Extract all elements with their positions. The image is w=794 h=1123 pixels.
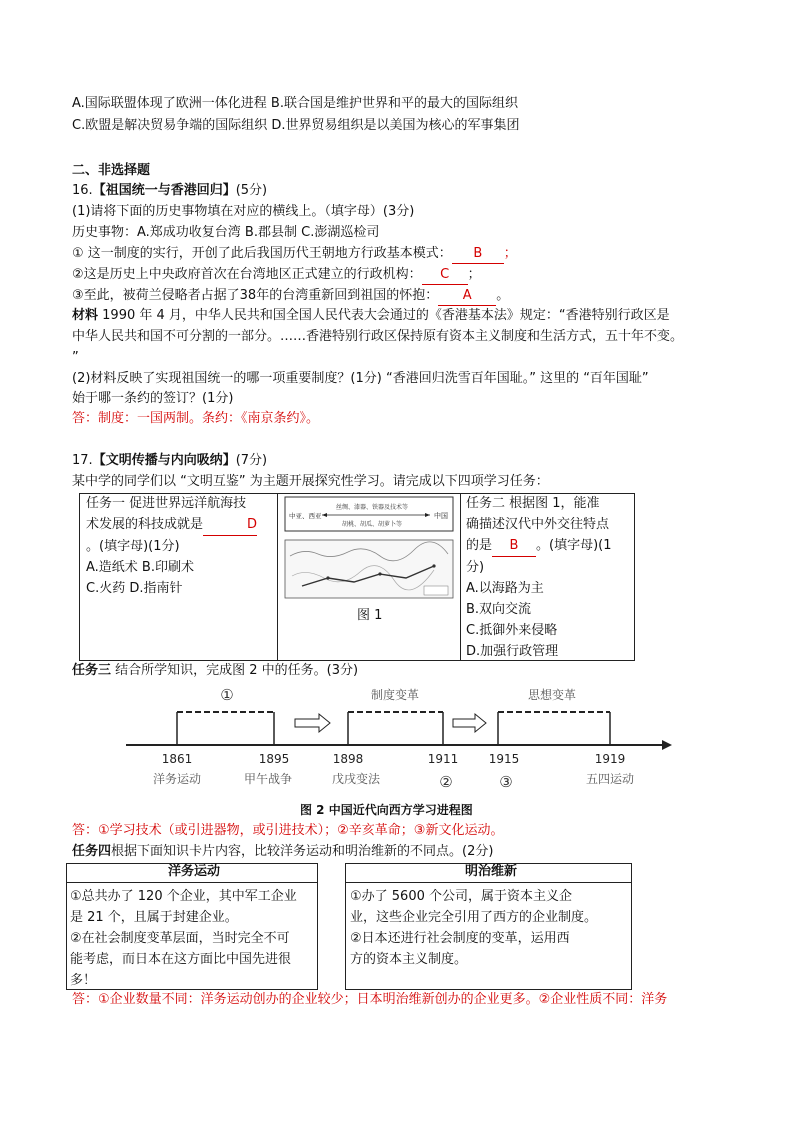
timeline-period2: 制度变革 xyxy=(370,688,420,702)
task1-answer: D xyxy=(203,514,257,536)
figure1-caption: 图 1 xyxy=(357,608,383,623)
q15-option-line2: C.欧盟是解决贸易争端的国际组织 D.世界贸易组织是以美国为核心的军事集团 xyxy=(72,118,520,133)
task4-heading xyxy=(72,843,493,861)
year-1861: 1861 xyxy=(161,752,193,766)
figure1-top-goods: 丝绸、漆器、铁器及技术等 xyxy=(336,504,409,511)
task1-line2-text: 术发展的科技成就是 xyxy=(86,517,204,532)
card-meiji-line4: 方的资本主义制度。 xyxy=(350,952,468,967)
year-1915: 1915 xyxy=(488,752,520,766)
section-title: 二、非选择题 xyxy=(72,163,151,178)
q16-material-line2: 中华人民共和国不可分割的一部分。……香港特别行政区保持原有资本主义制度和生活方式，五十年不变。 xyxy=(72,329,684,344)
q16-item2-text: ②这是历史上中央政府首次在台湾地区正式建立的行政机构： xyxy=(72,267,422,282)
q16-part2-line1: (2)材料反映了实现祖国统一的哪一项重要制度？(1分) “香港回归洗雪百年国耻。” 这里的 “百年国耻” xyxy=(72,371,649,386)
q16-part2-line2: 始于哪一条约的签订？(1分) xyxy=(72,391,234,406)
task1-cell xyxy=(86,493,257,599)
q16-material-line1 xyxy=(72,307,670,325)
card-meiji-title: 明治维新 xyxy=(465,864,518,879)
timeline-period3: 思想变革 xyxy=(527,688,577,702)
year-1898: 1898 xyxy=(332,752,364,766)
figure1 xyxy=(284,496,454,600)
timeline-blank2: ② xyxy=(439,773,453,791)
figure2-timeline xyxy=(120,683,680,795)
q17-title: 【文明传播与内向吸纳】 xyxy=(92,453,236,468)
task3-heading xyxy=(72,662,358,680)
task1-options2: C.火药 D.指南针 xyxy=(86,581,183,596)
q16-material-label: 材料 xyxy=(72,308,99,323)
task2-option-c: C.抵御外来侵略 xyxy=(466,623,558,638)
task2-line4: 分) xyxy=(466,560,485,575)
q16-item3 xyxy=(72,287,509,306)
figure1-bottom-goods: 胡桃、胡瓜、胡萝卜等 xyxy=(342,521,403,528)
card-yangwu-title: 洋务运动 xyxy=(168,864,221,879)
task2-answer: B xyxy=(492,535,536,557)
q16-number: 16. xyxy=(72,183,93,198)
q16-item1-end: ； xyxy=(503,246,517,261)
card-yangwu-line5: 多！ xyxy=(70,973,97,988)
task2-option-b: B.双向交流 xyxy=(466,602,532,617)
q17-intro: 某中学的同学们以 “文明互鉴” 为主题开展探究性学习。请完成以下四项学习任务： xyxy=(72,474,549,489)
task2-option-d: D.加强行政管理 xyxy=(466,644,559,659)
q16-answer2: C xyxy=(422,266,468,285)
card-yangwu-rule xyxy=(66,882,318,883)
q16-material-line3: ” xyxy=(72,350,79,365)
q16-points: (5分) xyxy=(235,183,268,198)
q16-part1-prompt: (1)请将下面的历史事物填在对应的横线上。（填字母）(3分) xyxy=(72,204,415,219)
card-meiji-line1: ①办了 5600 个公司，属于资本主义企 xyxy=(350,889,573,904)
task1-line1: 任务一 促进世界远洋航海技 xyxy=(86,496,247,511)
task3-text: 结合所学知识，完成图 2 中的任务。(3分) xyxy=(111,663,359,678)
year-1919: 1919 xyxy=(594,752,626,766)
task4-label: 任务四 xyxy=(72,844,112,859)
task2-line3 xyxy=(466,535,612,557)
figure2-caption: 图 2 中国近代向西方学习进程图 xyxy=(300,803,473,817)
q16-material-text1: 1990 年 4 月，中华人民共和国全国人民代表大会通过的《香港基本法》规定：“香港特别行政区是 xyxy=(98,308,670,323)
event-1895: 甲午战争 xyxy=(243,772,293,786)
card-yangwu-body xyxy=(70,886,297,991)
q16-answer: 答：制度：一国两制。条约：《南京条约》。 xyxy=(72,411,320,426)
year-1895: 1895 xyxy=(258,752,290,766)
task2-line3-pre: 的是 xyxy=(466,538,493,553)
q16-answer3: A xyxy=(438,287,496,306)
task4-text: 根据下面知识卡片内容，比较洋务运动和明治维新的不同点。(2分) xyxy=(111,844,494,859)
q16-heading xyxy=(72,182,267,200)
q16-item2-end: ； xyxy=(467,267,481,282)
card-yangwu-line2: 是 21 个，且属于封建企业。 xyxy=(70,910,238,925)
card-meiji-rule xyxy=(345,882,632,883)
q16-item3-end: 。 xyxy=(496,288,510,303)
figure1-right-label: 中国 xyxy=(434,512,448,520)
q17-heading xyxy=(72,452,267,470)
task1-line2 xyxy=(86,514,257,536)
year-1911: 1911 xyxy=(427,752,459,766)
q16-answer1: B xyxy=(452,245,504,264)
card-yangwu-line4: 能考虑，而日本在这方面比中国先进很 xyxy=(70,952,292,967)
task-table-divider1 xyxy=(277,493,278,661)
event-1861: 洋务运动 xyxy=(152,772,202,786)
card-yangwu-line3: ②在社会制度变革层面，当时完全不可 xyxy=(70,931,290,946)
q16-item1-text: ① 这一制度的实行，开创了此后我国历代王朝地方行政基本模式： xyxy=(72,246,452,261)
task2-option-a: A.以海路为主 xyxy=(466,581,544,596)
q16-options: 历史事物：A.郑成功收复台湾 B.郡县制 C.澎湖巡检司 xyxy=(72,225,380,240)
task3-label: 任务三 xyxy=(72,663,112,678)
task2-cell xyxy=(466,493,612,662)
event-1898: 戊戌变法 xyxy=(331,772,381,786)
task1-options1: A.造纸术 B.印刷术 xyxy=(86,560,194,575)
timeline-blank3: ③ xyxy=(499,773,513,791)
q16-item1 xyxy=(72,245,517,264)
timeline-blank1: ① xyxy=(220,686,234,704)
q17-number: 17. xyxy=(72,453,93,468)
q16-title: 【祖国统一与香港回归】 xyxy=(92,183,236,198)
figure1-image xyxy=(284,496,454,600)
task2-line3-post: 。(填字母)(1 xyxy=(536,538,612,553)
card-meiji-line3: ②日本还进行社会制度的变革，运用西 xyxy=(350,931,570,946)
task2-line1: 任务二 根据图 1，能准 xyxy=(466,496,600,511)
q16-item3-text: ③至此，被荷兰侵略者占据了38年的台湾重新回到祖国的怀抱： xyxy=(72,288,439,303)
task3-answer: 答：①学习技术（或引进器物，或引进技术）；②辛亥革命；③新文化运动。 xyxy=(72,823,504,838)
event-1919: 五四运动 xyxy=(585,772,635,786)
task2-line2: 确描述汉代中外交往特点 xyxy=(466,517,610,532)
timeline-graphic xyxy=(120,683,680,795)
q15-option-line1: A.国际联盟体现了欧洲一体化进程 B.联合国是维护世界和平的最大的国际组织 xyxy=(72,96,518,111)
task1-line3: 。(填字母)(1分) xyxy=(86,539,180,554)
q17-points: (7分) xyxy=(235,453,268,468)
figure1-left-label: 中亚、西亚 xyxy=(289,512,322,520)
task4-answer: 答：①企业数量不同：洋务运动创办的企业较少；日本明治维新创办的企业更多。②企业性质不同：洋务 xyxy=(72,992,668,1007)
task-table-divider2 xyxy=(460,493,461,661)
q16-item2 xyxy=(72,266,481,285)
card-meiji-body xyxy=(350,886,597,970)
card-yangwu-line1: ①总共办了 120 个企业，其中军工企业 xyxy=(70,889,297,904)
card-meiji-line2: 业，这些企业完全引用了西方的企业制度。 xyxy=(350,910,598,925)
